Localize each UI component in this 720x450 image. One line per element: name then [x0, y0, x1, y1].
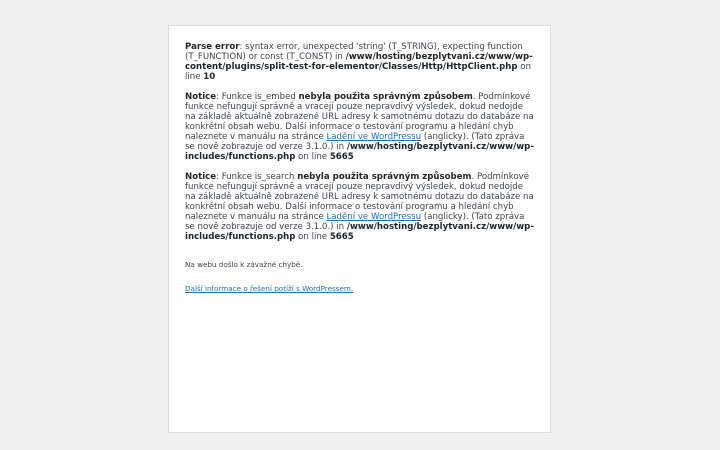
error-line: 10	[203, 72, 216, 82]
parse-error-message	[185, 42, 534, 82]
critical-error-text: Na webu došlo k závažné chybě.	[185, 260, 303, 269]
notice-is-embed-message	[185, 92, 534, 162]
on-line-text: on line	[185, 62, 532, 82]
notice-path: /www/hosting/bezplytvani.cz/www/wp-includes/functions.php	[185, 142, 534, 162]
notice-text-mid: . Podmínkové funkce nefungují správně a vracejí pouze nepravdivý výsledek, dokud nedojde na základě aktuálně zobrazené URL adresy k samotnému dotazu do databáze na konkrétní obsah webu. Další informace o testování programu a hledání chyb naleznete v manuálu na stránce	[185, 172, 534, 222]
troubleshooting-link[interactable]: Další informace o řešení potíží s WordPressem.	[185, 284, 354, 293]
notice-strong: nebyla použita správným způsobem	[298, 92, 473, 102]
notice-line: 5665	[329, 152, 354, 162]
notice-type: Notice	[185, 92, 217, 102]
notice-text-post: (anglicky). (Tato zpráva se nově zobrazuje od verze 3.1.0.) in	[185, 212, 525, 232]
notice-type: Notice	[185, 172, 217, 182]
error-card	[168, 25, 551, 433]
debugging-link[interactable]: Ladění ve WordPressu	[326, 132, 422, 142]
on-line-text: on line	[295, 152, 330, 162]
notice-text-pre: : Funkce is_search	[216, 172, 298, 182]
notice-path: /www/hosting/bezplytvani.cz/www/wp-includes/functions.php	[185, 222, 534, 242]
error-type: Parse error	[185, 42, 240, 52]
help-paragraph	[185, 284, 534, 294]
notice-strong: nebyla použita správným způsobem	[297, 172, 472, 182]
error-text: : syntax error, unexpected 'string' (T_STRING), expecting function (T_FUNCTION) or const (T_CONST) in	[185, 42, 523, 62]
notice-text-pre: : Funkce is_embed	[216, 92, 299, 102]
notice-line: 5665	[329, 232, 354, 242]
error-path: /www/hosting/bezplytvani.cz/www/wp-content/plugins/split-test-for-elementor/Classes/Http/HttpClient.php	[185, 52, 533, 72]
notice-is-search-message	[185, 172, 534, 242]
notice-text-mid: . Podmínkové funkce nefungují správně a vracejí pouze nepravdivý výsledek, dokud nedojde na základě aktuálně zobrazené URL adresy k samotnému dotazu do databáze na konkrétní obsah webu. Další informace o testování programu a hledání chyb naleznete v manuálu na stránce	[185, 92, 534, 142]
on-line-text: on line	[295, 232, 330, 242]
debugging-link[interactable]: Ladění ve WordPressu	[326, 212, 422, 222]
notice-text-post: (anglicky). (Tato zpráva se nově zobrazuje od verze 3.1.0.) in	[185, 132, 525, 152]
